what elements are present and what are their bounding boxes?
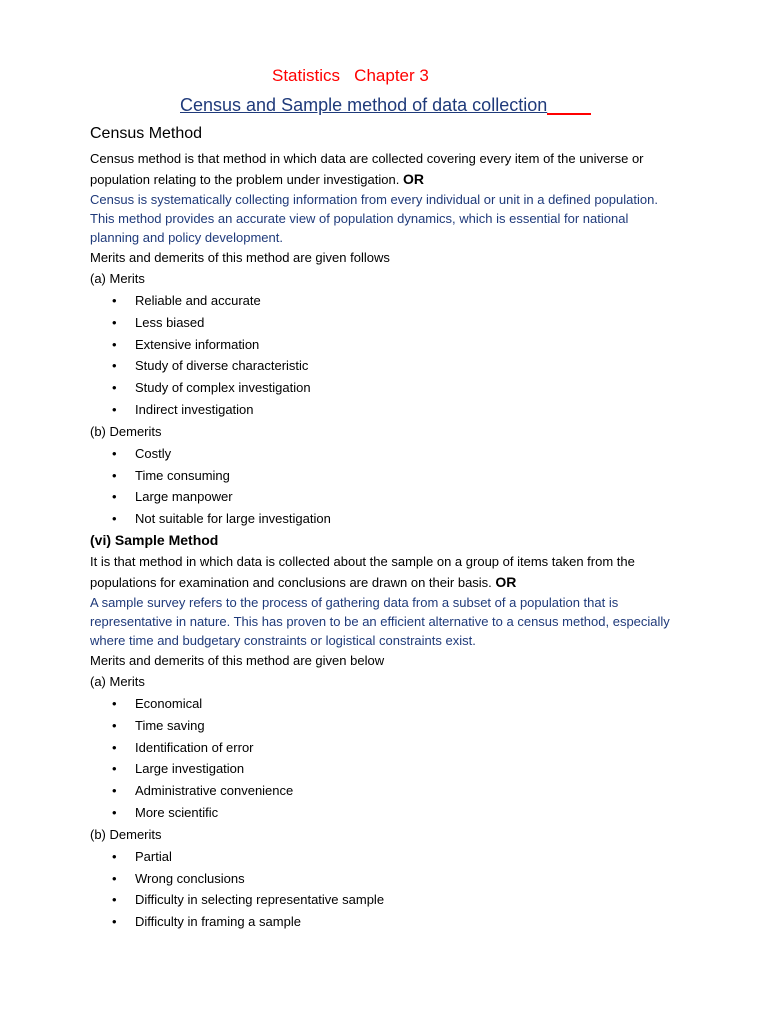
census-demerits-label: (b) Demerits <box>90 423 162 439</box>
census-or: OR <box>402 171 424 187</box>
sample-merits-list <box>90 693 680 824</box>
sample-definition <box>90 551 680 593</box>
list-item: • Less biased <box>90 312 680 334</box>
list-item: • Indirect investigation <box>90 399 680 421</box>
list-item: • Identification of error <box>90 737 680 759</box>
list-item: • Large manpower <box>90 486 680 508</box>
list-item: • Economical <box>90 693 680 715</box>
document-body <box>90 123 680 933</box>
list-item: • Study of complex investigation <box>90 377 680 399</box>
list-item: • Difficulty in selecting representative sample <box>90 889 680 911</box>
list-item: • Extensive information <box>90 334 680 356</box>
census-definition-text: Census method is that method in which data are collected covering every item of the universe or population relating to the problem under investigation. <box>90 151 644 187</box>
census-intro: Merits and demerits of this method are given follows <box>90 250 390 265</box>
census-heading: Census Method <box>90 125 203 142</box>
sample-demerits-list <box>90 846 680 933</box>
page-title-text: Census and Sample method of data collection <box>180 95 548 115</box>
sample-merits-label: (a) Merits <box>90 673 145 689</box>
census-alt-definition: Census is systematically collecting information from every individual or unit in a defined population. This method provides an accurate view of population dynamics, which is essential for national planning and policy development. <box>90 192 658 245</box>
list-item: • Difficulty in framing a sample <box>90 911 680 933</box>
list-item: • Study of diverse characteristic <box>90 355 680 377</box>
census-definition <box>90 148 680 190</box>
sample-intro: Merits and demerits of this method are given below <box>90 652 385 668</box>
list-item: • Administrative convenience <box>90 780 680 802</box>
sample-heading: (vi) Sample Method <box>90 531 219 548</box>
list-item: • Partial <box>90 846 680 868</box>
sample-or: OR <box>495 573 517 590</box>
list-item: • Wrong conclusions <box>90 868 680 890</box>
list-item: • Not suitable for large investigation <box>90 508 680 530</box>
list-item: • More scientific <box>90 802 680 824</box>
census-merits-label: (a) Merits <box>90 271 145 286</box>
chapter-subject: Statistics Chapter 3 <box>272 66 429 85</box>
sample-definition-text: It is that method in which data is collected about the sample on a group of items taken from the populations for examination and conclusions are drawn on their basis. <box>90 553 635 590</box>
list-item: • Large investigation <box>90 758 680 780</box>
sample-alt-definition: A sample survey refers to the process of gathering data from a subset of a population that is representative in nature. This has proven to be an efficient alternative to a census method, especially where time and budgetary constraints or logistical constraints exist. <box>90 594 670 648</box>
census-demerits-list <box>90 443 680 530</box>
list-item: • Costly <box>90 443 680 465</box>
census-merits-list <box>90 290 680 421</box>
list-item: • Reliable and accurate <box>90 290 680 312</box>
page-title <box>180 95 591 116</box>
list-item: • Time consuming <box>90 465 680 487</box>
sample-demerits-label: (b) Demerits <box>90 826 162 842</box>
list-item: • Time saving <box>90 715 680 737</box>
title-blank-line <box>547 95 591 115</box>
